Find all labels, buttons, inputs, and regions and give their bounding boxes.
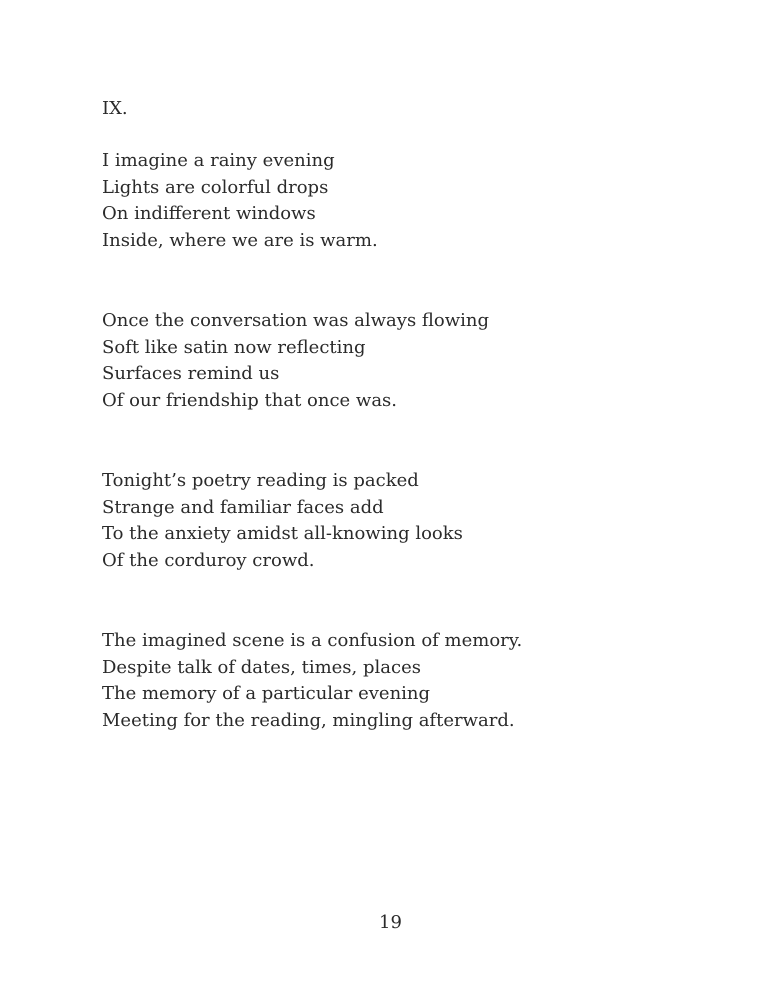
poem-line: The memory of a particular evening — [102, 683, 431, 705]
stanza-2 — [102, 308, 489, 415]
section-heading: IX. — [102, 98, 128, 119]
stanza-3 — [102, 468, 463, 575]
poem-line: Once the conversation was always flowing — [102, 310, 490, 331]
poem-line: Soft like satin now reflecting — [102, 336, 366, 358]
poem-line: Of the corduroy crowd. — [102, 550, 315, 572]
poem-line: Surfaces remind us — [102, 363, 280, 385]
poem-line: Tonight’s poetry reading is packed — [102, 470, 419, 491]
poem-line: Of our friendship that once was. — [102, 390, 398, 412]
poem-line: Inside, where we are is warm. — [102, 230, 378, 252]
stanza-1 — [102, 148, 378, 255]
poem-line: Strange and familiar faces add — [102, 496, 384, 518]
stanza-4 — [102, 628, 522, 735]
poem-line: I imagine a rainy evening — [102, 150, 335, 171]
poem-line: To the anxiety amidst all-knowing looks — [102, 523, 463, 545]
poem-line: Lights are colorful drops — [102, 176, 329, 198]
page-number: 19 — [379, 912, 402, 933]
poem-line: On indifferent windows — [102, 203, 316, 225]
poem-line: The imagined scene is a confusion of memory. — [102, 630, 523, 651]
poem-line: Meeting for the reading, mingling afterward. — [102, 710, 515, 732]
poem-line: Despite talk of dates, times, places — [102, 656, 421, 678]
